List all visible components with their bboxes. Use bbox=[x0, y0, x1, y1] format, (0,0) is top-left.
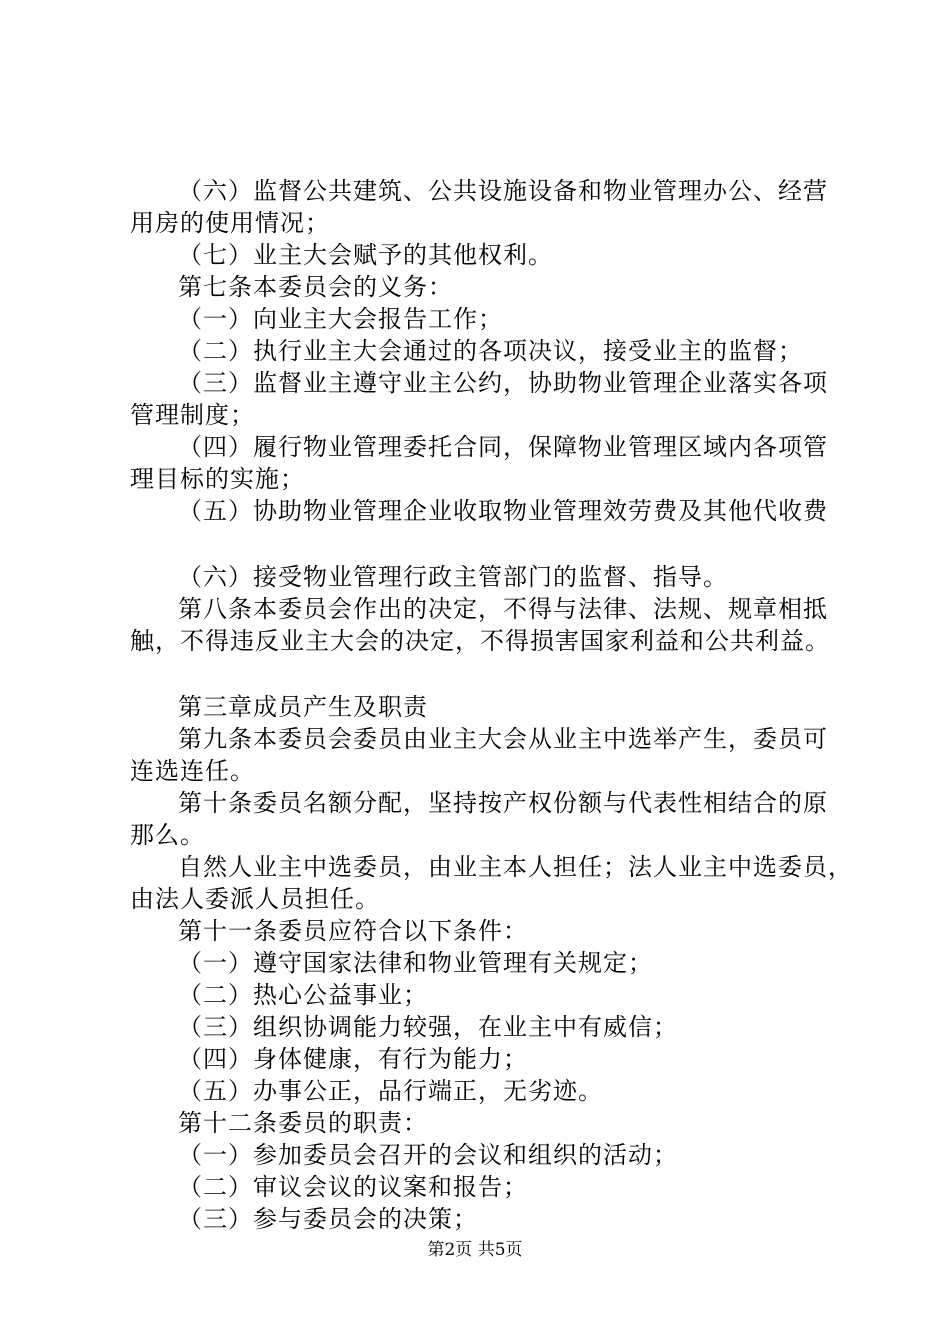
article-heading: 第八条本委员会作出的决定，不得与法律、法规、规章相抵 bbox=[178, 595, 828, 623]
paragraph-line: （六）监督公共建筑、公共设施设备和物业管理办公、经营 bbox=[178, 177, 828, 205]
article-heading: 第十一条委员应符合以下条件： bbox=[178, 917, 528, 945]
chapter-heading: 第三章成员产生及职责 bbox=[178, 693, 428, 721]
article-heading: 第十二条委员的职责： bbox=[178, 1109, 428, 1137]
paragraph-line: （二）审议会议的议案和报告； bbox=[178, 1173, 528, 1201]
paragraph-line: 触，不得违反业主大会的决定，不得损害国家利益和公共利益。 bbox=[130, 627, 830, 655]
article-heading: 第七条本委员会的义务： bbox=[178, 273, 453, 301]
paragraph-line: （二）热心公益事业； bbox=[178, 981, 428, 1009]
paragraph-line: 管理制度； bbox=[130, 401, 255, 429]
paragraph-line: （四）履行物业管理委托合同，保障物业管理区域内各项管 bbox=[178, 433, 828, 461]
paragraph-line: 用房的使用情况； bbox=[130, 209, 330, 237]
paragraph-line: 那么。 bbox=[130, 821, 205, 849]
blank-line bbox=[130, 528, 850, 560]
paragraph-line: （一）向业主大会报告工作； bbox=[178, 305, 503, 333]
paragraph-line: （一）遵守国家法律和物业管理有关规定； bbox=[178, 949, 653, 977]
paragraph-line: （三）监督业主遵守业主公约，协助物业管理企业落实各项 bbox=[178, 369, 828, 397]
paragraph-line: 连选连任。 bbox=[130, 757, 255, 785]
paragraph-line: （六）接受物业管理行政主管部门的监督、指导。 bbox=[178, 563, 728, 591]
paragraph-line: （一）参加委员会召开的会议和组织的活动； bbox=[178, 1141, 678, 1169]
page-number-footer: 第2页 共5页 bbox=[427, 1240, 523, 1260]
article-heading: 第九条本委员会委员由业主大会从业主中选举产生，委员可 bbox=[178, 725, 828, 753]
paragraph-line: 由法人委派人员担任。 bbox=[130, 885, 380, 913]
paragraph-line: （五）协助物业管理企业收取物业管理效劳费及其他代收费 bbox=[178, 497, 828, 525]
paragraph-line: （七）业主大会赋予的其他权利。 bbox=[178, 241, 553, 269]
document-body bbox=[130, 176, 853, 1236]
paragraph-line: （二）执行业主大会通过的各项决议，接受业主的监督； bbox=[178, 337, 803, 365]
paragraph-line: 理目标的实施； bbox=[130, 465, 305, 493]
paragraph-line: （三）参与委员会的决策； bbox=[178, 1205, 478, 1233]
article-heading: 第十条委员名额分配，坚持按产权份额与代表性相结合的原 bbox=[178, 789, 828, 817]
paragraph-line: （三）组织协调能力较强，在业主中有威信； bbox=[178, 1013, 678, 1041]
blank-line bbox=[130, 658, 850, 690]
paragraph-line: 自然人业主中选委员，由业主本人担任；法人业主中选委员， bbox=[178, 853, 853, 881]
paragraph-line: （五）办事公正，品行端正，无劣迹。 bbox=[178, 1077, 603, 1105]
paragraph-line: （四）身体健康，有行为能力； bbox=[178, 1045, 528, 1073]
